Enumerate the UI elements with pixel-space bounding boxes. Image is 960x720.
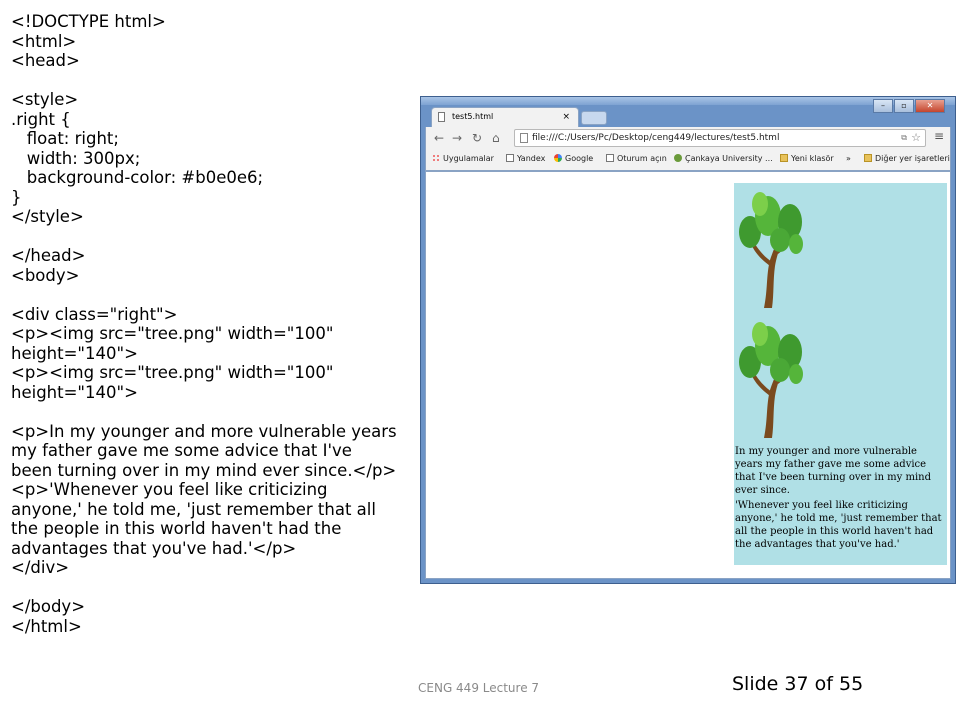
bookmark-label: Google [565,154,594,163]
tab-title: test5.html [452,112,494,121]
code-blank-line [11,227,411,247]
browser-toolbar [425,127,951,149]
reload-icon[interactable]: ↻ [472,131,483,145]
forward-icon[interactable]: → [452,131,463,145]
bookmark-label: Oturum açın [617,154,667,163]
code-line: <style> [11,90,79,109]
page-viewport [425,171,951,579]
code-line: <body> [11,265,80,285]
address-bar[interactable] [514,129,926,147]
translate-icon[interactable]: ⧉ [901,133,907,142]
tree-image [734,188,806,310]
code-line: .right { [11,109,71,129]
code-blank-line [11,578,411,598]
code-line: <p>In my younger and more vulnerable years [11,421,397,441]
tab-close-icon[interactable]: × [562,112,570,122]
close-icon[interactable]: ✕ [915,99,945,113]
slide-number: Slide 37 of 55 [732,673,864,695]
bookmark-apps[interactable] [432,154,494,163]
home-icon[interactable]: ⌂ [492,131,500,145]
back-icon[interactable]: ← [434,131,445,145]
menu-icon[interactable]: ≡ [933,129,944,143]
code-blank-line [11,71,411,91]
bookmark-yandex[interactable] [506,154,545,163]
url-text: file:///C:/Users/Pc/Desktop/ceng449/lectures/test5.html [532,133,780,143]
bookmark-other[interactable] [864,154,950,163]
code-line: <div class="right"> [11,304,178,324]
bookmark-cankaya[interactable] [674,154,773,163]
lecture-label: CENG 449 Lecture 7 [418,681,540,695]
browser-tab[interactable] [431,107,579,127]
paragraph-1: In my younger and more vulnerable years my father gave me some advice that I've been turning over in my mind ever since. [735,446,932,496]
university-logo-icon [674,154,682,162]
right-floated-div [734,183,947,565]
bookmark-label: Yandex [517,154,546,163]
code-line: <p><img src="tree.png" width="100" [11,363,334,382]
code-line: been turning over in my mind ever since.</p> [11,460,397,480]
bookmark-google[interactable] [554,154,593,163]
tab-strip [425,101,951,127]
code-line: </body> [11,597,86,616]
code-line: the people in this world haven't had the [11,519,342,538]
bookmark-label: Uygulamalar [443,154,494,163]
page-icon [606,154,614,162]
paragraph-2: 'Whenever you feel like criticizing anyone,' he told me, 'just remember that all the people in this world haven't had the advantages that you've had.' [735,500,942,550]
code-line: </head> [11,246,86,265]
bookmarks-bar [425,149,951,171]
code-blank-line [11,285,411,305]
bookmarks-overflow[interactable]: » [846,154,851,163]
page-icon [438,112,445,122]
window-controls [873,99,945,113]
bookmark-label: Çankaya University ... [685,154,773,163]
code-line: my father gave me some advice that I've [11,441,352,460]
code-blank-line [11,402,411,422]
apps-icon [432,154,440,162]
code-line: float: right; [11,129,119,148]
code-line: <html> [11,31,77,51]
code-line: <p><img src="tree.png" width="100" [11,324,334,343]
code-line: width: 300px; [11,148,141,168]
code-line: background-color: #b0e0e6; [11,168,264,187]
folder-icon [780,154,788,162]
folder-icon [864,154,872,162]
star-icon[interactable]: ☆ [911,131,921,144]
page-icon [520,133,528,143]
code-line: </div> [11,558,70,577]
page-icon [506,154,514,162]
code-line: anyone,' he told me, 'just remember that all [11,499,376,519]
minimize-icon[interactable]: – [873,99,893,113]
google-icon [554,154,562,162]
code-line: } [11,187,22,207]
code-line: height="140"> [11,382,138,402]
code-line: <!DOCTYPE html> [11,12,166,31]
code-line: <head> [11,51,80,70]
bookmark-label: Diğer yer işaretleri [875,154,950,163]
code-line: </style> [11,207,84,226]
code-line: </html> [11,616,82,636]
bookmark-oturum[interactable] [606,154,667,163]
tree-image [734,318,806,440]
code-line: advantages that you've had.'</p> [11,538,297,558]
new-tab-button[interactable] [581,111,607,125]
code-line: height="140"> [11,343,138,363]
bookmark-label: Yeni klasör [791,154,834,163]
browser-screenshot [420,96,956,584]
bookmark-yeni-klasor[interactable] [780,154,834,163]
code-line: <p>'Whenever you feel like criticizing [11,480,328,499]
maximize-icon[interactable]: ▫ [894,99,914,113]
code-listing [11,12,411,636]
